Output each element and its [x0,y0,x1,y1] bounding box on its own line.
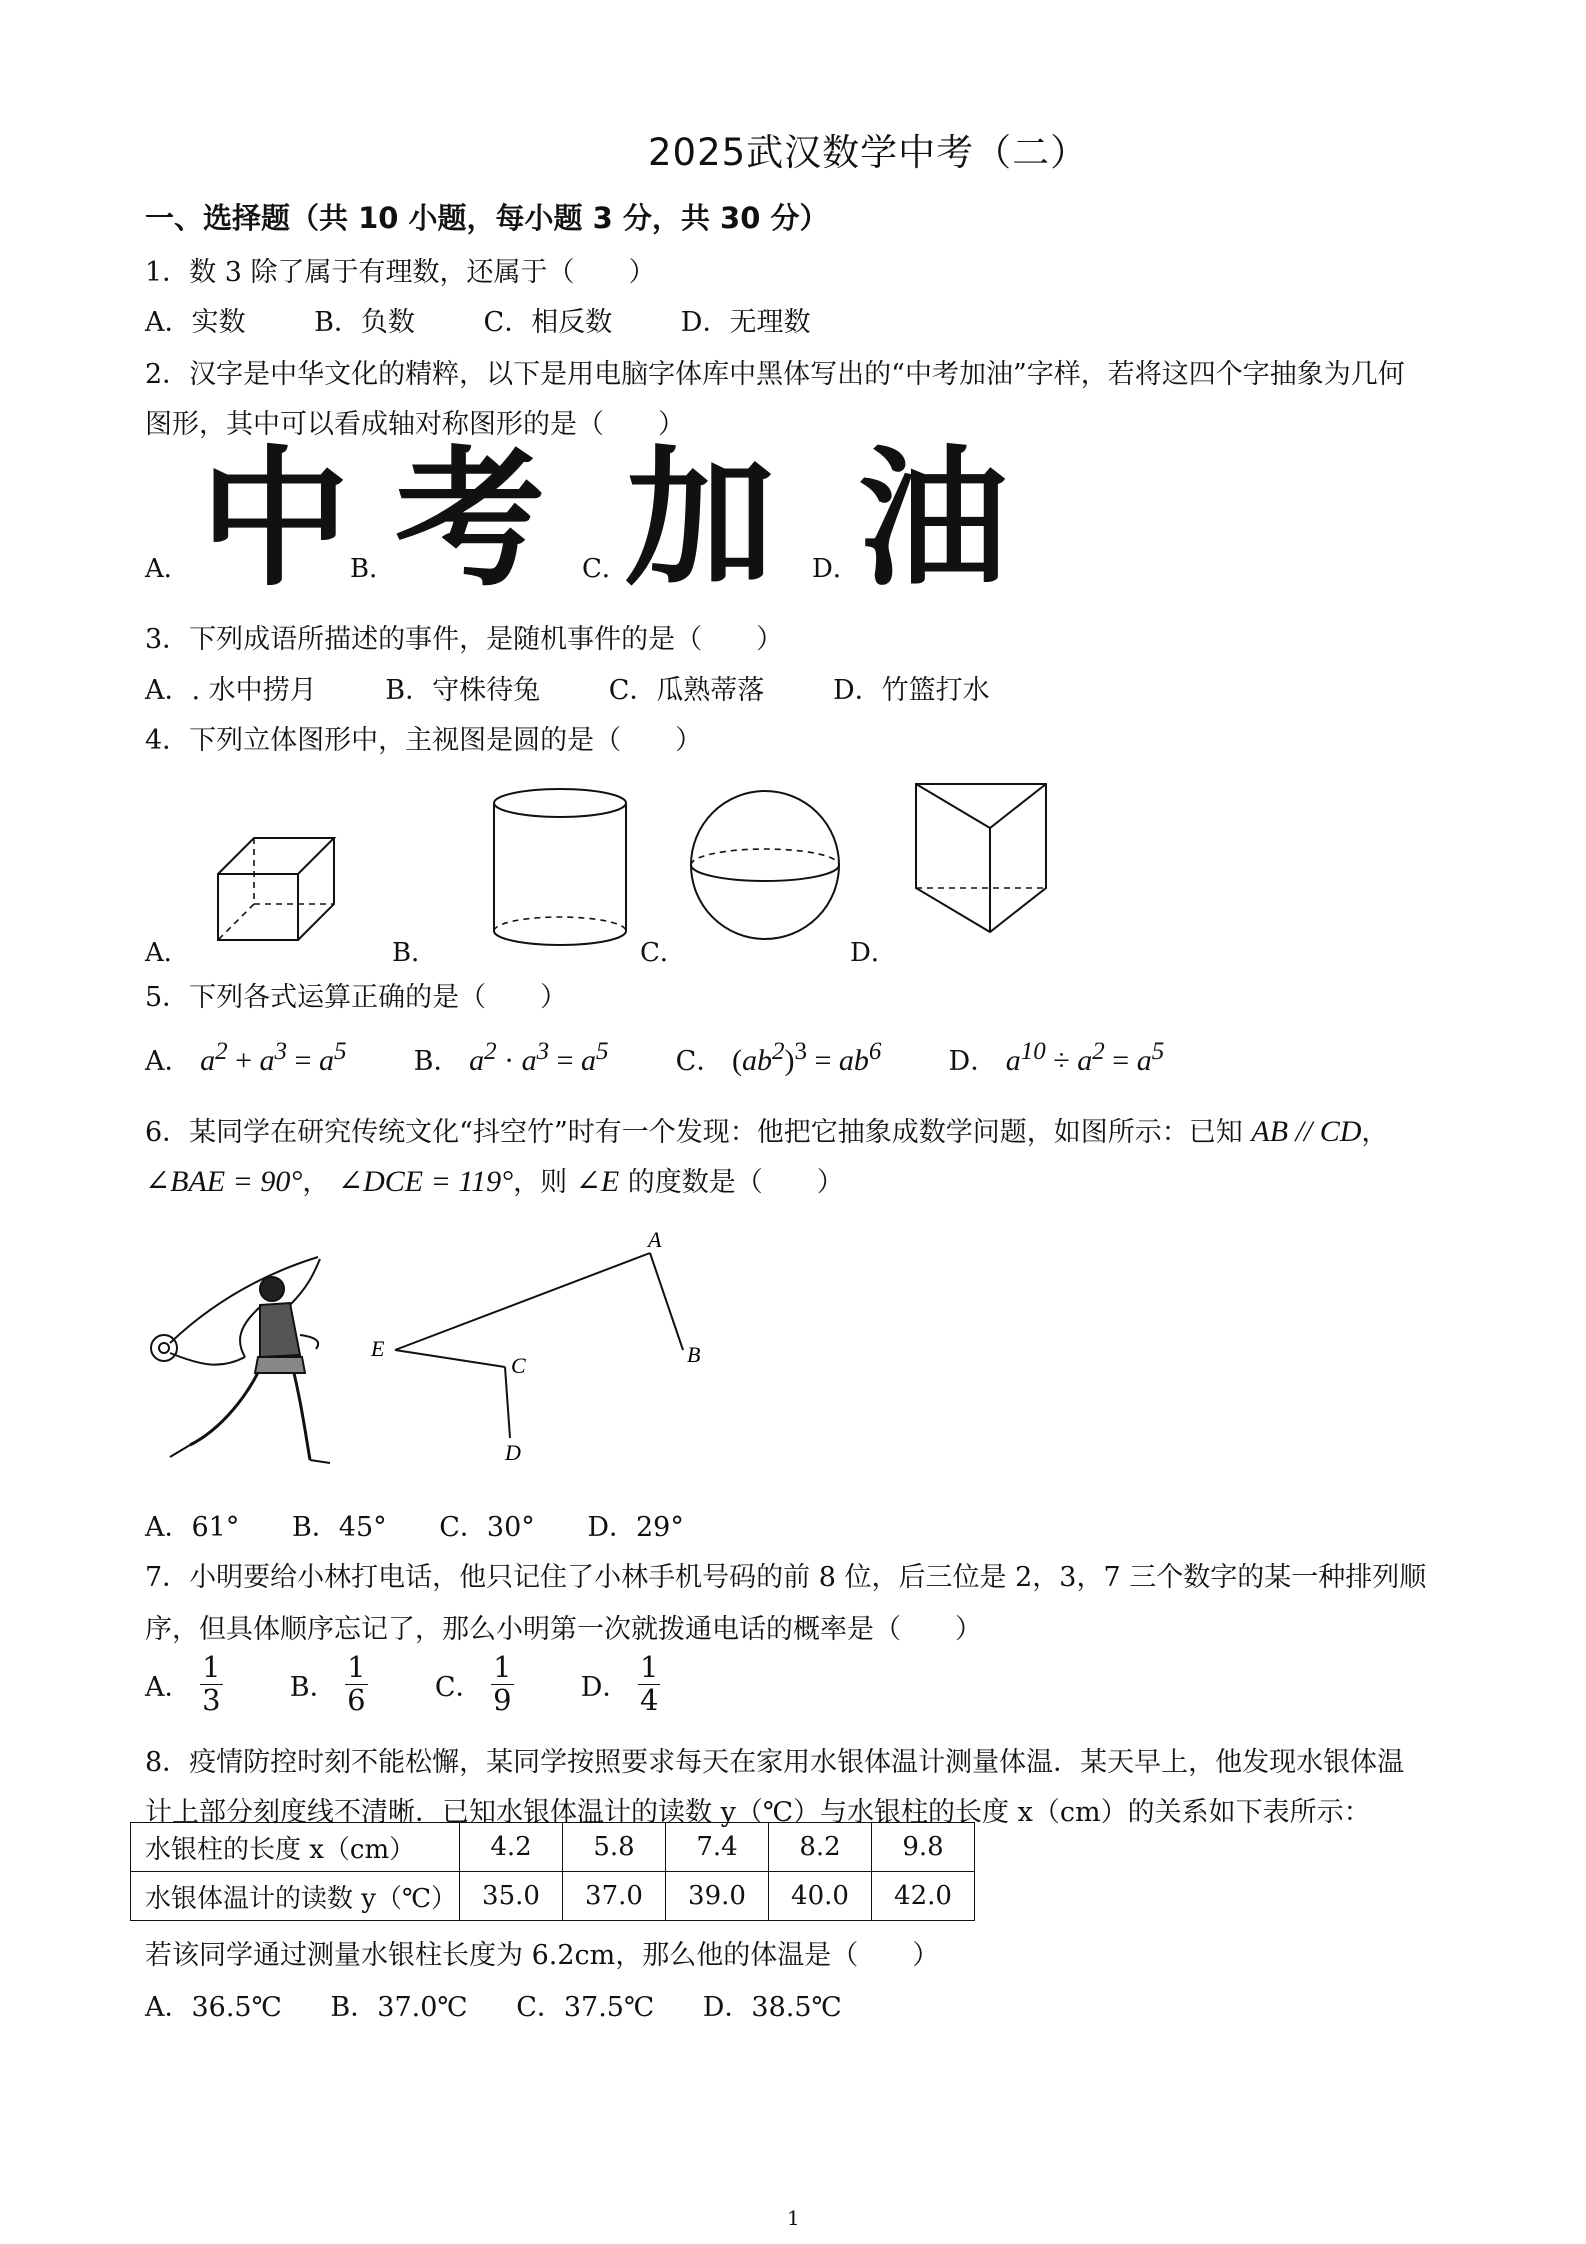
q2-label-a: A． [145,554,190,584]
point-b-label: B [687,1342,701,1367]
q8-option-b: B．37.0℃ [330,1992,468,2023]
page-title: 2025武汉数学中考（二） [648,131,1089,174]
q6-angle-dce: ∠DCE = 119° [337,1165,514,1198]
table-cell: 4.2 [460,1823,563,1872]
table-cell: 40.0 [769,1872,872,1921]
q6-stem-text: 6．某同学在研究传统文化“抖空竹”时有一个发现：他把它抽象成数学问题，如图所示：已知 [145,1117,1243,1148]
q6-stem-line1: 6．某同学在研究传统文化“抖空竹”时有一个发现：他把它抽象成数学问题，如图所示：已知 AB // CD， [145,1115,1389,1148]
q8-follow-up: 若该同学通过测量水银柱长度为 6.2cm，那么他的体温是（ ） [145,1940,940,1971]
point-e-label: E [371,1336,385,1361]
q7-stem-line1: 7．小明要给小林打电话，他只记住了小林手机号码的前 8 位，后三位是 2，3，7 三个数字的某一种排列顺 [145,1562,1427,1593]
q2-label-b: B． [350,554,396,584]
section-header: 一、选择题（共 10 小题，每小题 3 分，共 30 分） [145,201,829,235]
table-row [131,1872,975,1921]
q1-options [145,300,810,339]
q8-option-a: A．36.5℃ [145,1992,282,2023]
point-d-label: D [505,1440,521,1465]
q8-stem-line1: 8．疫情防控时刻不能松懈，某同学按照要求每天在家用水银体温计测量体温．某天早上，他发现水银体温 [145,1747,1405,1778]
q5-expr-a: $a^2 + a^3 = a^5$ [200,1038,347,1077]
q3-option-a: A．. 水中捞月 [145,675,317,706]
table-row [131,1823,975,1872]
table-cell: 39.0 [666,1872,769,1921]
q6-angle-e: ∠E [575,1165,620,1198]
q1-option-d: D．无理数 [680,307,811,338]
table-cell: 7.4 [666,1823,769,1872]
table-cell: 9.8 [872,1823,975,1872]
q6-stem-end: 的度数是（ ） [627,1167,844,1198]
q7-label-b: B． [289,1671,337,1703]
q7-fraction-c: $\frac{1}{9}$ [493,1650,512,1717]
q5-expr-b: $a^2 \cdot a^3 = a^5$ [469,1038,609,1077]
q7-options [145,1652,660,1717]
q8-options [145,1985,842,2024]
q3-options [145,668,990,707]
q6-stem-conj: ，则 [513,1167,568,1198]
q8-option-d: D．38.5℃ [702,1992,842,2023]
q2-stem-line2: 图形，其中可以看成轴对称图形的是（ ） [145,409,685,440]
q7-stem-line2: 序，但具体顺序忘记了，那么小明第一次就拨通电话的概率是（ ） [145,1614,982,1645]
q5-label-a: A． [145,1046,192,1077]
table-cell: 35.0 [460,1872,563,1921]
q2-char-zhong: 中 [200,433,351,607]
q5-expr-d: $a^{10} \div a^2 = a^5$ [1005,1038,1165,1077]
q2-label-d: D． [812,554,859,584]
q6-stem-line2: ∠BAE = 90°， ∠DCE = 119°，则 ∠E 的度数是（ ） [145,1165,844,1198]
q5-stem: 5．下列各式运算正确的是（ ） [145,982,568,1013]
q2-char-kao: 考 [395,433,546,607]
cylinder-figure [485,785,635,960]
q5-label-b: B． [413,1046,461,1077]
q1-option-c: C．相反数 [483,307,613,338]
point-a-label: A [648,1227,662,1252]
table-cell: 42.0 [872,1872,975,1921]
q6-option-b: B．45° [291,1512,387,1543]
q3-stem: 3．下列成语所描述的事件，是随机事件的是（ ） [145,624,784,655]
q7-fraction-d: $\frac{1}{4}$ [639,1650,659,1717]
q3-option-c: C．瓜熟蒂落 [608,675,765,706]
q4-label-d: D． [850,938,897,968]
q1-option-a: A．实数 [145,307,246,338]
q4-label-a: A． [145,938,190,968]
q4-label-b: B． [392,938,438,968]
q6-option-a: A．61° [145,1512,240,1543]
q6-ab-parallel-cd: AB // CD [1251,1115,1362,1148]
q5-label-d: D． [948,1046,998,1077]
q3-option-b: B．守株待兔 [385,675,541,706]
cube-figure [210,830,350,945]
q2-char-jia: 加 [625,433,776,607]
page-number: 1 [787,2206,800,2230]
q6-geometry-figure [365,1225,725,1475]
q1-option-b: B．负数 [314,307,415,338]
table-cell: 5.8 [563,1823,666,1872]
prism-figure [910,778,1060,938]
q8-stem-line2: 计上部分刻度线不清晰．已知水银体温计的读数 y（℃）与水银柱的长度 x（cm）的关系如下表所示： [145,1797,1371,1828]
table-cell: 37.0 [563,1872,666,1921]
kongzhu-player-illustration [140,1245,355,1475]
table-cell: 8.2 [769,1823,872,1872]
table-row-header: 水银体温计的读数 y（℃） [131,1872,460,1921]
q5-label-c: C． [675,1046,724,1077]
q7-fraction-a: $\frac{1}{3}$ [202,1650,221,1717]
q4-label-c: C． [640,938,686,968]
q6-option-c: C．30° [439,1512,535,1543]
q5-options [145,1038,1164,1078]
q1-stem: 1．数 3 除了属于有理数，还属于（ ） [145,257,656,288]
q7-fraction-b: $\frac{1}{6}$ [347,1650,366,1717]
q6-angle-bae: ∠BAE = 90° [145,1165,303,1198]
q7-label-c: C． [434,1671,483,1703]
q2-label-c: C． [582,554,628,584]
q8-data-table [130,1822,975,1921]
q8-option-c: C．37.5℃ [516,1992,655,2023]
point-c-label: C [511,1353,526,1378]
q2-char-you: 油 [858,433,1009,607]
q5-expr-c: $(ab^2)^3 = ab^6$ [731,1038,882,1077]
q7-label-d: D． [580,1671,630,1703]
q7-label-a: A． [145,1671,192,1703]
table-row-header: 水银柱的长度 x（cm） [131,1823,460,1872]
q6-options [145,1505,684,1544]
q4-stem: 4．下列立体图形中，主视图是圆的是（ ） [145,725,703,756]
q2-stem-line1: 2．汉字是中华文化的精粹，以下是用电脑字体库中黑体写出的“中考加油”字样，若将这四个字抽象为几何 [145,359,1405,390]
sphere-figure [685,785,845,945]
q6-option-d: D．29° [587,1512,684,1543]
q3-option-d: D．竹篮打水 [832,675,990,706]
